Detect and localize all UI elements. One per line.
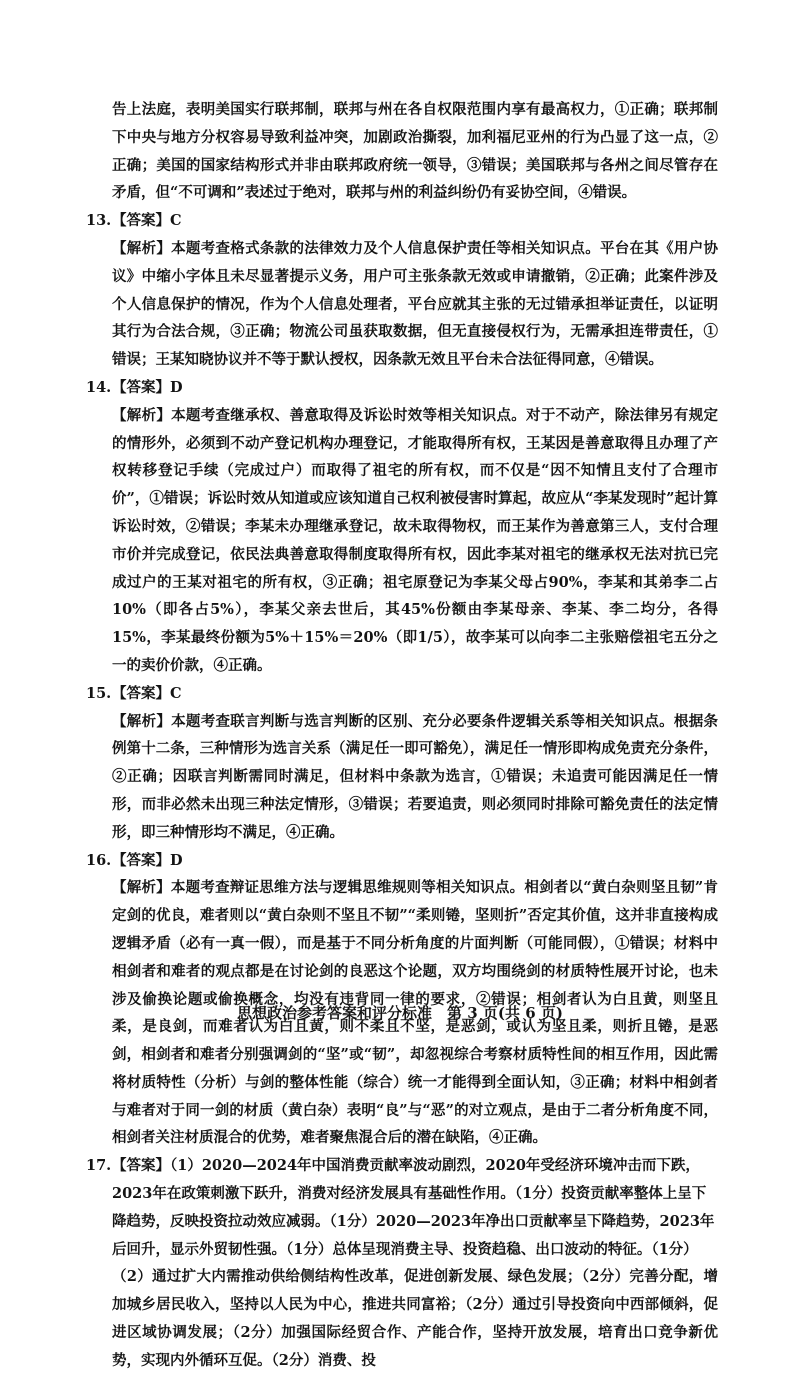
analysis-text: 【解析】本题考查联言判断与选言判断的区别、充分必要条件逻辑关系等相关知识点。根据条例第十二条，三种情形为选言关系（满足任一即可豁免），满足任一情形即构成免责充分条件，②正确；因联言判断需同时满足，但材料中条款为选言，①错误；未追责可能因满足任一情形，而非必然未出现三种法定情形，③错误；若要追责，则必须同时排除可豁免责任的法定情形，即三种情形均不满足，④正确。 <box>112 712 718 841</box>
page-footer: 思想政治参考答案和评分标准 第 3 页(共 6 页) <box>237 1004 563 1022</box>
analysis-text-part-2: （2）通过扩大内需推动供给侧结构性改革，促进创新发展、绿色发展；（2分）完善分配，增加城乡居民收入，坚持以人民为中心，推进共同富裕；（2分）通过引导投资向中西部倾斜，促进区域协调发展；（2分）加强国际经贸合作、产能合作，坚持开放发展，培育出口竞争新优势，实现内外循环互促。（2分）消费、投 <box>112 1268 718 1369</box>
question-number: 15. <box>86 684 112 702</box>
analysis-text: 【解析】本题考查格式条款的法律效力及个人信息保护责任等相关知识点。平台在其《用户协议》中缩小字体且未尽显著提示义务，用户可主张条款无效或申请撤销，②正确；此案件涉及个人信息保护的情况，作为个人信息处理者，平台应就其主张的无过错承担举证责任，以证明其行为合法合规，③正确；物流公司虽获取数据，但无直接侵权行为，无需承担连带责任，①错误；王某知晓协议并不等于默认授权，因条款无效且平台未合法征得同意，④错误。 <box>112 239 718 369</box>
question-14 <box>86 374 718 680</box>
answer-label: 【答案】C <box>112 684 182 702</box>
continuation-text: 告上法庭，表明美国实行联邦制，联邦与州在各自权限范围内享有最高权力，①正确；联邦制下中央与地方分权容易导致利益冲突，加剧政治撕裂，加利福尼亚州的行为凸显了这一点，②正确；美国的国家结构形式并非由联邦政府统一领导，③错误；美国联邦与各州之间尽管存在矛盾，但“不可调和”表述过于绝对，联邦与州的利益纠纷仍有妥协空间，④错误。 <box>112 101 718 202</box>
answer-label: 【答案】D <box>112 378 183 396</box>
analysis-text: 【解析】本题考查继承权、善意取得及诉讼时效等相关知识点。对于不动产，除法律另有规定的情形外，必须到不动产登记机构办理登记，才能取得所有权，王某因是善意取得且办理了产权转移登记手续（完成过户）而取得了祖宅的所有权，而不仅是“因不知情且支付了合理市价”，①错误；诉讼时效从知道或应该知道自己权利被侵害时算起，故应从“李某发现时”起计算诉讼时效，②错误；李某未办理继承登记，故未取得物权，而王某作为善意第三人，支付合理市价并完成登记，依民法典善意取得制度取得所有权，因此李某对祖宅的继承权无法对抗已完成过户的王某对祖宅的所有权，③正确；祖宅原登记为李某父母占90%，李某和其弟李二占10%（即各占5%），李某父亲去世后，其45%份额由李某母亲、李某、李二均分，各得15%，李某最终份额为5%＋15%＝20%（即1/5），故李某可以向李二主张赔偿祖宅五分之一的卖价价款，④正确。 <box>112 406 718 674</box>
analysis-text: 【答案】（1）2020—2024年中国消费贡献率波动剧烈，2020年受经济环境冲击而下跌，2023年在政策刺激下跃升，消费对经济发展具有基础性作用。（1分）投资贡献率整体上呈下降趋势，反映投资拉动效应减弱。（1分）2020—2023年净出口贡献率呈下降趋势，2023年后回升，显示外贸韧性强。（1分）总体呈现消费主导、投资趋稳、出口波动的特征。（1分） <box>112 1157 715 1258</box>
question-16 <box>86 847 718 1153</box>
answer-label: 【答案】D <box>112 851 183 869</box>
question-number: 13. <box>86 212 112 230</box>
question-17 <box>86 1152 718 1374</box>
question-13 <box>86 207 718 374</box>
analysis-text: 【解析】本题考查辩证思维方法与逻辑思维规则等相关知识点。相剑者以“黄白杂则坚且韧”肯定剑的优良，难者则以“黄白杂则不坚且不韧”“柔则锩，坚则折”否定其价值，这并非直接构成逻辑矛盾（必有一真一假），而是基于不同分析角度的片面判断（可能同假），①错误；材料中相剑者和难者的观点都是在讨论剑的良恶这个论题，双方均围绕剑的材质特性展开讨论，也未涉及偷换论题或偷换概念，均没有违背同一律的要求，②错误；相剑者认为白且黄，则坚且柔，是良剑，而难者认为白且黄，则不柔且不坚，是恶剑，或认为坚且柔，则折且锩，是恶剑，相剑者和难者分别强调剑的“坚”或“韧”，却忽视综合考察材质特性间的相互作用，因此需将材质特性（分析）与剑的整体性能（综合）统一才能得到全面认知，③正确；材料中相剑者与难者对于同一剑的材质（黄白杂）表明“良”与“恶”的对立观点，是由于二者分析角度不同，相剑者关注材质混合的优势，难者聚焦混合后的潜在缺陷，④正确。 <box>112 879 718 1147</box>
question-number: 17. <box>86 1157 112 1175</box>
question-15 <box>86 680 718 847</box>
answer-label: 【答案】C <box>112 212 182 230</box>
question-number: 14. <box>86 378 112 396</box>
question-number: 16. <box>86 851 112 869</box>
